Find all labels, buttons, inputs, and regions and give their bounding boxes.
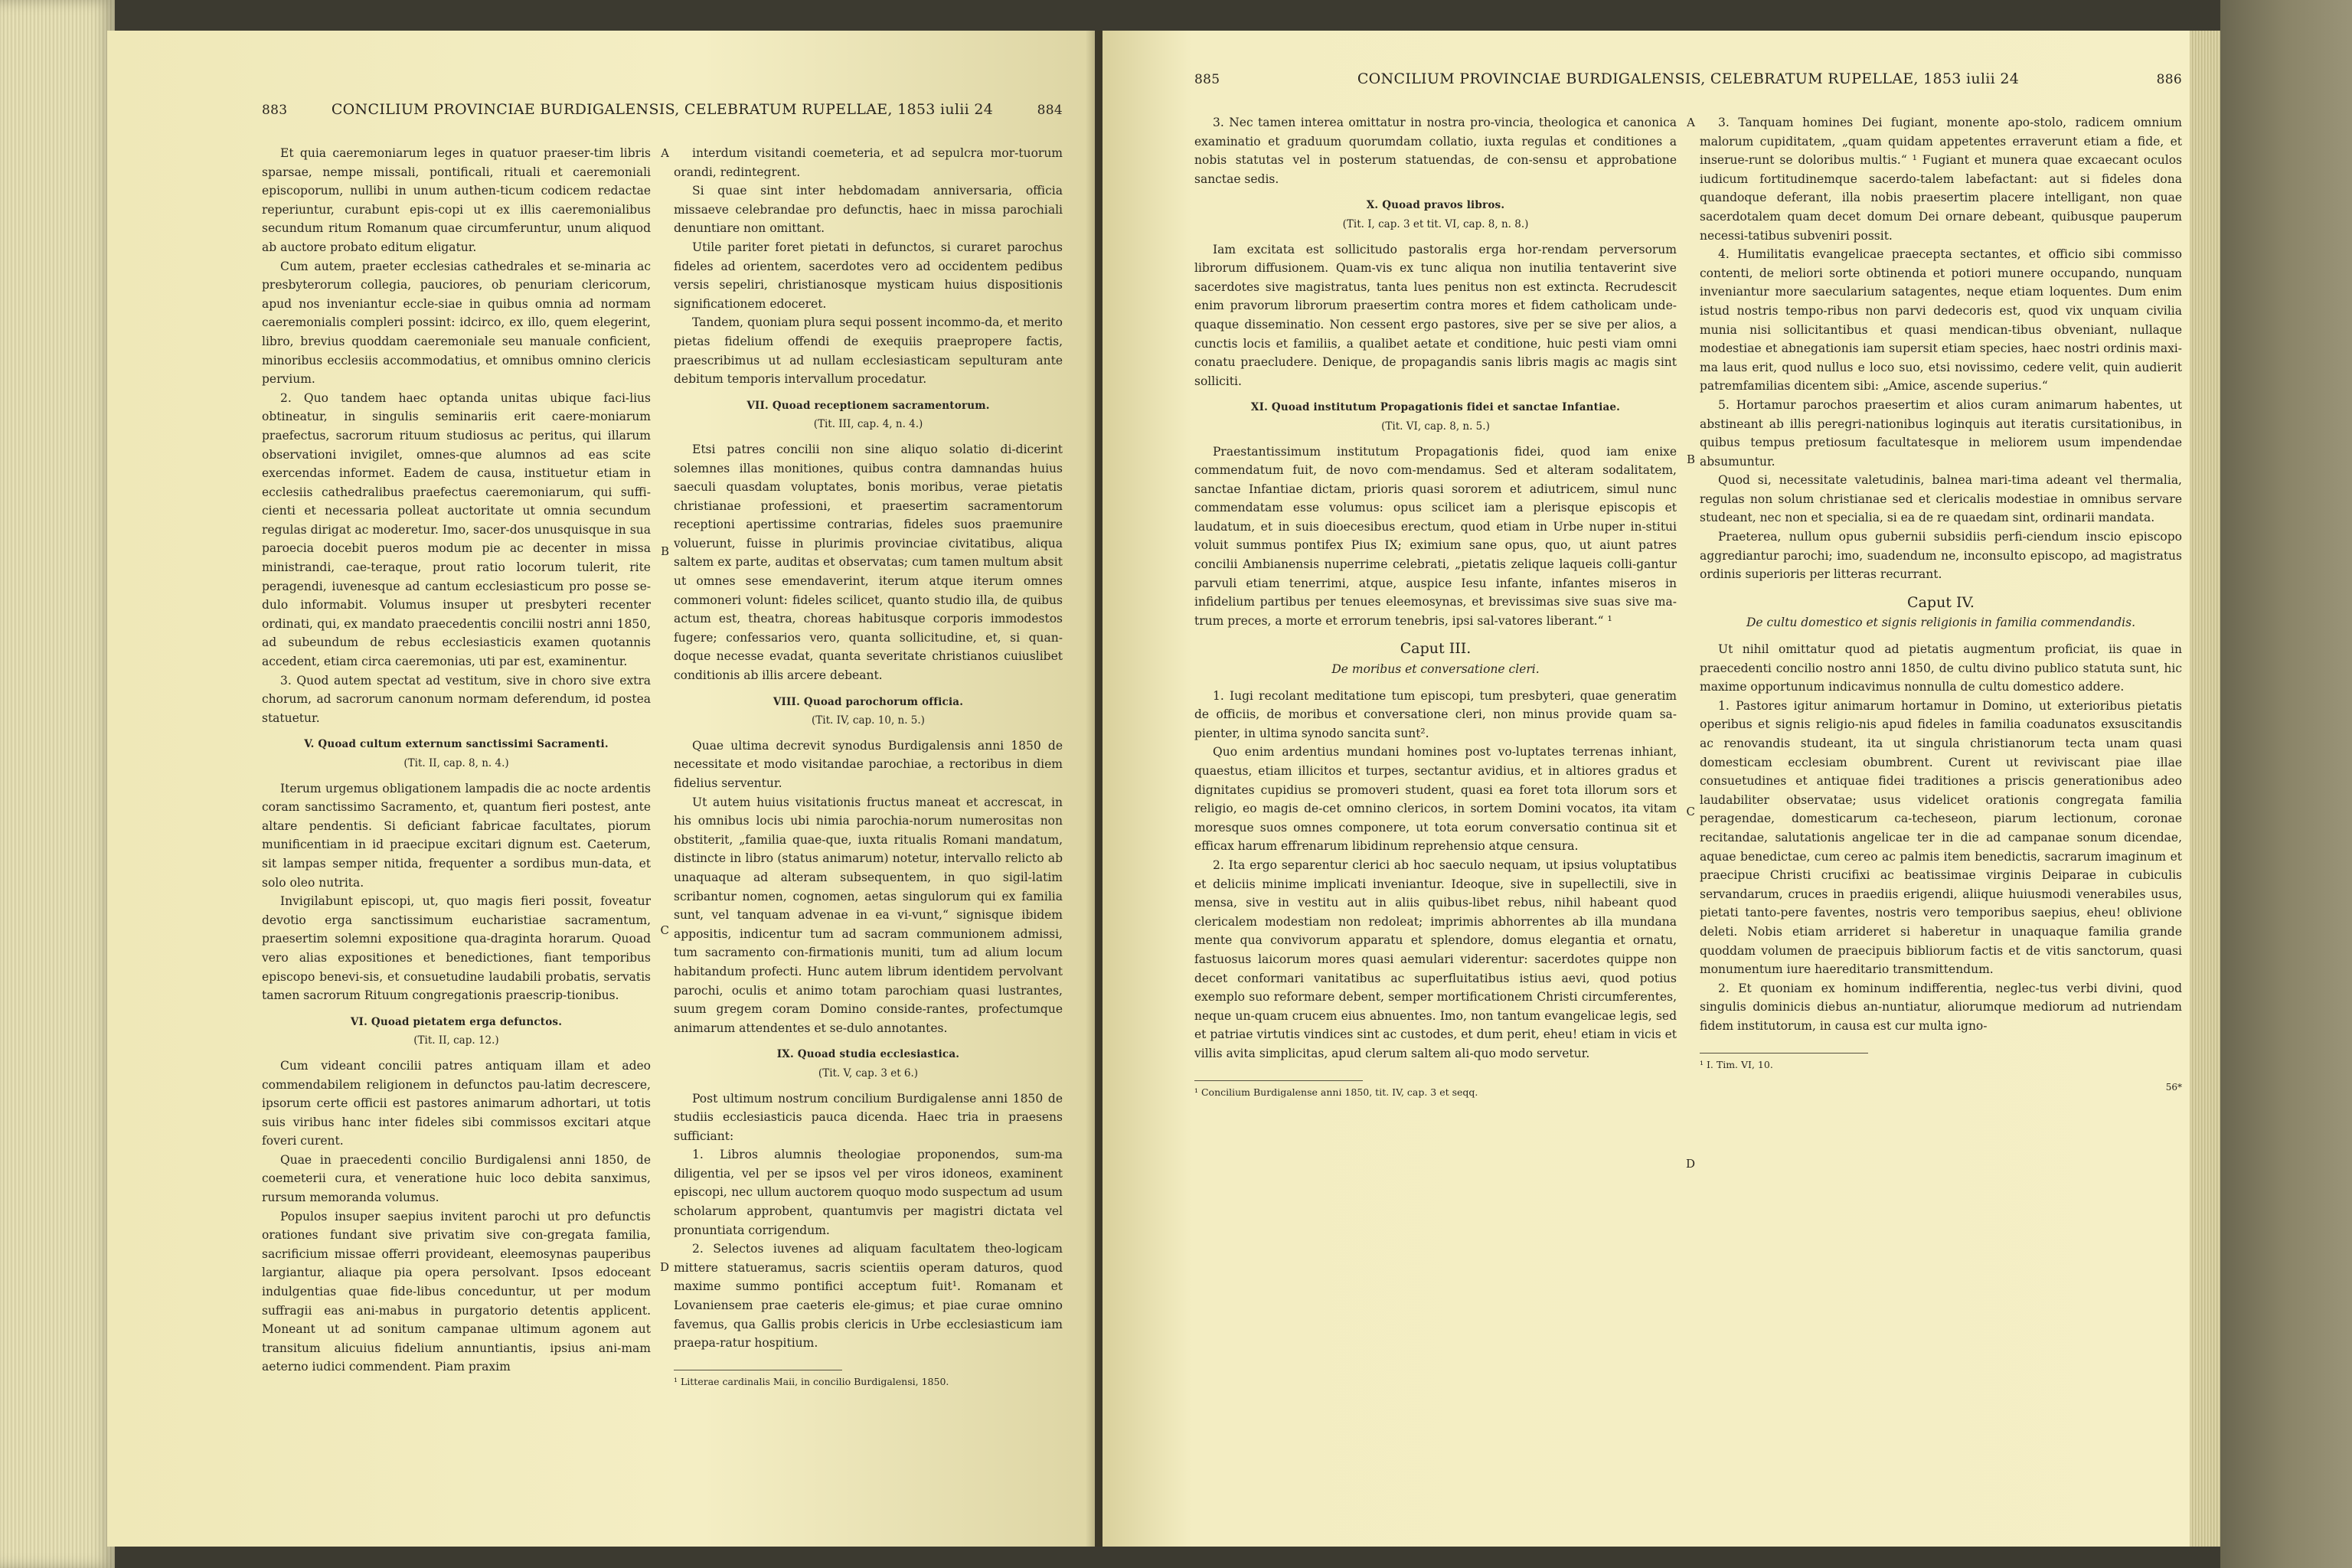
section-heading: VII. Quoad receptionem sacramentorum. xyxy=(746,399,990,412)
paragraph: 1. Pastores igitur animarum hortamur in Domino, ut exterioribus pietatis operibus et signis religio-nis apud fideles in familia coadunatos exsuscitandis ac renovandis studeant, ita ut singula christianorum tecta unam quasi domesticam ecclesiam obumbrent. Curent ut reviviscant piae illae consuetudines et antiquae fidei traditiones a priscis generationibus adeo laudabiliter observatae; usus videlicet orationis congregata familia peragendae, domesticarum ca-techeseon, piarum lectionum, coronae recitandae, salutationis angelicae ter in die ad campanae sonum dicendae, aquae benedictae, cum cereo ac palmis item benedictis, sacrarum imaginum et praecipue Christi crucifixi ac beatissimae virginis Deiparae in cubiculis servandarum, cruces in praediis erigendi, aliique huiusmodi venerabiles usus, pietati tanto-pere faventes, nostris vero temporibus saepius, eheu! oblivione deleti. Nobis etiam arrideret si haberetur in unaquaque familia grande quoddam volumen de praecipuis bibliorum factis et de vitis sanctorum, quasi monumentum iure haereditario transmittendum. xyxy=(1700,698,2182,977)
paragraph: Ut autem huius visitationis fructus maneat et accrescat, in his omnibus locis ubi nimia parochia-norum numerositas non obstiterit, „familia quae-que, iuxta ritualis Romani mandatum, distincte in libro (status animarum) notetur, intervallo relicto ab unaquaque ad alteram subsequentem, in quo sigil-latim scribantur nomen, cognomen, aetas singulorum qui ex familia sunt, vel tanquam advenae in ea vi-vunt,“ signisque ibidem appositis, indicentur tum ad sacram communionem admissi, tum sacramento con-firmationis muniti, tum ad alium locum habitandum profecti. Hunc autem librum identidem pervolvant parochi, oculis et animo totam parochiam quasi lustrantes, suum gregem coram Domino conside-rantes, profectumque animarum attendentes et se-dulo annotantes. xyxy=(674,795,1063,1035)
section-reference: (Tit. V, cap. 3 et 6.) xyxy=(818,1067,919,1080)
chapter-subtitle: De cultu domestico et signis religionis in familia commendandis. xyxy=(1746,616,2136,630)
paragraph: 3. Nec tamen interea omittatur in nostra pro-vincia, theologica et canonica examinatio et graduum quorumdam collatio, iuxta regulas et conditiones a nobis statutas vel in posterum statuendas, de con-sensu et approbatione sanctae sedis. xyxy=(1194,116,1677,186)
paragraph: 1. Libros alumnis theologiae proponendos, sum-ma diligentia, vel per se ipsos vel per viros idoneos, examinent episcopi, nec ullum auctorem quoquo modo suspectum ad usum scholarum approbent, quantumvis per magistri dictata vel pronuntiata corrigendum. xyxy=(674,1148,1063,1237)
paragraph: Iam excitata est sollicitudo pastoralis erga hor-rendam perversorum librorum diffusionem. Quam-vis ex tunc aliqua non inutilia tentaverint sive sacerdotes sive magistratus, tanta lues penitus non est extincta. Recrudescit enim pravorum librorum praesertim contra mores et fidem catholicam unde-quaque disseminatio. Non cessent ergo pastores, sive per se sive per alios, a cunctis locis et familiis, a qualibet aetate et conditione, huic pesti viam omni conatu praecludere. Denique, de propagandis sanis libris magis ac magis sint solliciti. xyxy=(1194,242,1677,388)
footnote: ¹ Concilium Burdigalense anni 1850, tit. IV, cap. 3 et seqq. xyxy=(1194,1086,1478,1098)
chapter-heading: Caput III. xyxy=(1400,640,1472,658)
left-page-column-2 xyxy=(674,144,1063,1389)
running-title: CONCILIUM PROVINCIAE BURDIGALENSIS, CELEBRATUM RUPELLAE, 1853 iulii 24 xyxy=(331,101,994,118)
paragraph: Tandem, quoniam plura sequi possent incommo-da, et merito pietas fidelium offendi de exequiis praepropere factis, praescribimus ut ad nullam ecclesiasticam sepulturam ante debitum temporis intervallum procedatur. xyxy=(674,315,1063,387)
paragraph: 2. Ita ergo separentur clerici ab hoc saeculo nequam, ut ipsius voluptatibus et deliciis minime implicati inveniantur. Ideoque, sive in supellectili, sive in mensa, sive in vestitu aut in aliis quibus-libet rebus, nihil habeant quod clericalem modestiam non redoleat; imprimis abhorrentes ab illa mundana mente qua convivorum apparatu et splendore, domus elegantia et ornatu, fastuosus laicorum mores quasi aemulari viderentur: sacerdotes quippe non decet conformari vanitatibus ac superfluitatibus istius aevi, quod potius exemplo suo reformare debent, semper mortificationem Christi circumferentes, neque un-quam crucem eius abnuentes. Imo, non tantum evangelicae legis, sed et patriae virtutis vindices sint ac custodes, et dum perit, eheu! etiam in vicis et villis avita simplicitas, apud clerum saltem ali-quo modo servetur. xyxy=(1194,858,1677,1060)
paragraph: Iterum urgemus obligationem lampadis die ac nocte ardentis coram sanctissimo Sacramento, et, quantum fieri postest, ante altare pendentis. Si deficiant fabricae facultates, piorum munificentiam in id praecipue excitari dignum est. Caeterum, sit lampas semper nitida, frequenter a sordibus mun-data, et solo oleo nutrita. xyxy=(262,781,651,890)
section-reference: (Tit. II, cap. 8, n. 4.) xyxy=(403,757,509,769)
paragraph: 2. Selectos iuvenes ad aliquam facultatem theo-logicam mittere statueramus, sacris scientiis operam daturos, quod maxime summo pontifici acceptum fuit¹. Romanam et Lovaniensem prae caeteris ele-gimus; et piae curae omnino favemus, qua Gallis probis clericis in Urbe ecclesiasticum iam praepa-ratur hospitium. xyxy=(674,1242,1063,1351)
left-page xyxy=(107,31,1095,1547)
running-head-right xyxy=(1194,70,2182,87)
page-number: 886 xyxy=(2156,72,2182,87)
chapter-subtitle: De moribus et conversatione cleri. xyxy=(1331,662,1540,677)
running-head-left xyxy=(262,101,1063,118)
footnote-rule xyxy=(1700,1053,1868,1054)
paragraph: Invigilabunt episcopi, ut, quo magis fieri possit, foveatur devotio erga sanctissimum eucharistiae sacramentum, praesertim solemni expositione qua-draginta horarum. Quoad vero alias expositiones et benedictiones, fiant temporibus episcopo benevi-sis, et consuetudine laudabili probatis, servatis tamen sacrorum Rituum congregationis praescrip-tionibus. xyxy=(262,894,651,1003)
margin-letter: A xyxy=(661,146,669,160)
margin-letter: B xyxy=(1686,452,1695,466)
paragraph: Quod si, necessitate valetudinis, balnea mari-tima adeant vel thermalia, regulas non solum christianae sed et clericalis modestiae in omnibus servare studeant, nec non et specialia, si ea de re quaedam sint, ordinarii mandata. xyxy=(1700,473,2182,525)
section-heading: V. Quoad cultum externum sanctissimi Sacramenti. xyxy=(304,738,609,751)
page-number: 885 xyxy=(1194,72,1220,87)
margin-letter: B xyxy=(660,544,669,558)
paragraph: Populos insuper saepius invitent parochi ut pro defunctis orationes fundant sive privatim sive con-gregata familia, sacrificium missae offerri provideant, eleemosynas pauperibus largiantur, aliaque pia opera persolvant. Ipsos edoceant indulgentias quae fide-libus conceduntur, ut per modum suffragii eas ani-mabus in purgatorio detentis applicent. Moneant ut ad sonitum campanae ultimum agonem aut transitum alicuius fidelium annuntiantis, ipsius ani-mam aeterno iudici commendent. Piam praxim xyxy=(262,1209,651,1374)
paragraph: 3. Tanquam homines Dei fugiant, monente apo-stolo, radicem omnium malorum cupiditatem, „quam quidam appetentes erraverunt etiam a fide, et inserue-runt se doloribus multis.“ ¹ Fugiant et munera quae excaecant oculos iudicum fortitudinemque sacerdo-talem labefactant: aut si fideles dona quandoque deferant, illa nobis praesertim placere intelligant, non quae sacerdotalem quam decet domum Dei ornare debeant, quibusque pauperum necessi-tatibus subveniri possit. xyxy=(1700,116,2182,243)
page-number: 884 xyxy=(1037,103,1063,118)
paragraph: Praeterea, nullum opus gubernii subsidiis perfi-ciendum inscio episcopo aggrediantur parochi; imo, suadendum ne, inconsulto episcopo, ad magistratus ordinis superioris per litteras recurrant. xyxy=(1700,530,2182,582)
section-heading: VIII. Quoad parochorum officia. xyxy=(773,695,964,708)
paragraph: 4. Humilitatis evangelicae praecepta sectantes, et officio sibi commisso contenti, de meliori sorte obtinenda et potiori munere occupando, nunquam inveniantur more saecularium satagentes, neque etiam loquentes. Dum enim istud nostris tempo-ribus non parvi dedecoris est, quod vix unquam civilia munia nisi sollicitantibus et quasi mendican-tibus obveniant, nullaque modestiae et abnegationis iam supersit etiam species, haec nostri ordinis maxi-ma laus erit, quod nullus e loco suo, etsi novissimo, cedere velit, quin audierit patremfamilias dicentem sibi: „Amice, ascende superius.“ xyxy=(1700,247,2182,394)
paragraph: Quae in praecedenti concilio Burdigalensi anni 1850, de coemeterii cura, et veneratione huic loco debita sanximus, rursum memoranda volumus. xyxy=(262,1152,651,1205)
paragraph: Cum autem, praeter ecclesias cathedrales et se-minaria ac presbyterorum collegia, pauciores, ob penuriam clericorum, apud nos inveniantur eccle-siae in quibus omnia ad normam caeremonialis compleri possint: idcirco, ex illo, quem elegerint, libro, brevius quoddam caeremoniale seu manuale conficient, minoribus ecclesiis accommodatius, et omnibus omnino clericis pervium. xyxy=(262,259,651,387)
margin-letter: C xyxy=(1686,805,1695,818)
section-reference: (Tit. II, cap. 12.) xyxy=(413,1034,499,1047)
paragraph: Si quae sint inter hebdomadam anniversaria, officia missaeve celebrandae pro defunctis, haec in missa parochiali denuntiare non omittant. xyxy=(674,184,1063,236)
paragraph: Quo enim ardentius mundani homines post vo-luptates terrenas inhiant, quaestus, etiam illicitos et turpes, sectantur avidius, et in altiores gradus et dignitates cupidius se promoveri student, quasi ea foret tota illorum sors et religio, eo magis de-cet omnino clericos, in sortem Domini vocatos, ita vitam moresque suos omnes componere, ut tota eorum conversatio continua sit et efficax harum effrenarum libidinum reprehensio atque censura. xyxy=(1194,745,1677,854)
paragraph: interdum visitandi coemeteria, et ad sepulcra mor-tuorum orandi, redintegrent. xyxy=(674,146,1063,179)
section-heading: X. Quoad pravos libros. xyxy=(1366,199,1505,212)
section-heading: VI. Quoad pietatem erga defunctos. xyxy=(350,1015,563,1028)
page-number: 883 xyxy=(262,103,288,118)
section-reference: (Tit. III, cap. 4, n. 4.) xyxy=(813,418,923,431)
paragraph: 3. Quod autem spectat ad vestitum, sive in choro sive extra chorum, ad sacrorum canonum normam deferendum, id postea statuetur. xyxy=(262,673,651,725)
printer-signature: 56* xyxy=(2165,1081,2182,1093)
chapter-heading: Caput IV. xyxy=(1907,593,1975,611)
section-heading: XI. Quoad institutum Propagationis fidei et sanctae Infantiae. xyxy=(1250,401,1621,414)
section-reference: (Tit. IV, cap. 10, n. 5.) xyxy=(812,714,925,727)
running-title: CONCILIUM PROVINCIAE BURDIGALENSIS, CELEBRATUM RUPELLAE, 1853 iulii 24 xyxy=(1357,70,2020,87)
paragraph: Quae ultima decrevit synodus Burdigalensis anni 1850 de necessitate et modo visitandae parochiae, a rectoribus in diem fidelius serventur. xyxy=(674,738,1063,790)
book-edge-left xyxy=(0,0,115,1568)
margin-letter: C xyxy=(660,923,669,937)
paragraph: Praestantissimum institutum Propagationis fidei, quod iam enixe commendatum fuit, de novo com-mendamus. Sed et alteram sodalitatem, sanctae Infantiae dictam, prioris quasi sororem et adiutricem, simul nunc commendatam esse volumus: opus scilicet iam a plerisque episcopis et laudatum, et in suis dioecesibus erectum, quod etiam in Urbe nuper in-stitui voluit summus pontifex Pius IX; eximium sane opus, quo, ut aiunt patres concilii Ambianensis nuperrime celebrati, „pietatis zelique laqueis colli-gantur parvuli etiam tenerrimi, atque, auspice Iesu infante, infantes miseros in infidelium partibus per tenues eleemosynas, et brevissimas sive suas sive ma-trum preces, a morte et errorum tenebris, ipsi sal-vatores liberant.“ ¹ xyxy=(1194,444,1677,628)
paragraph: 2. Et quoniam ex hominum indifferentia, neglec-tus verbi divini, quod singulis dominicis diebus an-nuntiatur, aliorumque mediorum ad nutriendam fidem institutorum, in causa est cur multa igno- xyxy=(1700,981,2182,1033)
section-reference: (Tit. VI, cap. 8, n. 5.) xyxy=(1381,420,1490,433)
footnote-rule xyxy=(1194,1080,1363,1081)
paragraph: Cum videant concilii patres antiquam illam et adeo commendabilem religionem in defunctos pau-latim decrescere, ipsorum certe officii est pastores animarum adhortari, ut totis suis viribus hanc inter fideles sibi commissos excitari atque foveri curent. xyxy=(262,1058,651,1148)
section-reference: (Tit. I, cap. 3 et tit. VI, cap. 8, n. 8.) xyxy=(1342,217,1529,230)
margin-letter: D xyxy=(1685,1157,1695,1171)
paragraph: Post ultimum nostrum concilium Burdigalense anni 1850 de studiis ecclesiasticis pauca dicenda. Haec tria in praesens sufficiant: xyxy=(674,1091,1063,1143)
book-edge-right xyxy=(2190,31,2220,1547)
right-page-column-1 xyxy=(1194,113,1695,1171)
paragraph: Et quia caeremoniarum leges in quatuor praeser-tim libris sparsae, nempe missali, pontificali, rituali et caeremoniali episcoporum, nullibi in unum authen-ticum codicem redactae reperiuntur, curabunt epis-copi ut ex illis caeremonialibus secundum ritum Romanum quae circumferuntur, unum aliquod ab auctore probato editum eligatur. xyxy=(262,146,651,254)
paragraph: 1. Iugi recolant meditatione tum episcopi, tum presbyteri, quae generatim de officiis, de moribus et conversatione cleri, non minus provide quam sa-pienter, in ultima synodo sancita sunt². xyxy=(1194,688,1677,740)
paragraph: Utile pariter foret pietati in defunctos, si curaret parochus fideles ad orientem, sacerdotes vero ad occidentem pedibus versis sepeliri, christianosque mysticam huius dispositionis significationem edoceret. xyxy=(674,240,1063,311)
paragraph: 2. Quo tandem haec optanda unitas ubique faci-lius obtineatur, in singulis seminariis erit caere-moniarum praefectus, sacrorum rituum studiosus ac peritus, qui illarum observationi invigilet, omnes-que alumnos ad eas scite exercendas informet. Eadem de causa, instituetur etiam in ecclesiis cathedralibus praefectus caeremoniarum, qui suffi-cienti et necessaria polleat auctoritate ut omnia secundum regulas dirigat ac moderetur. Imo, sacer-dos unusquisque in sua paroecia docebit pueros modum pie ac decenter in missa ministrandi, cae-teraque, prout ratio locorum tulerit, rite peragendi, iuvenesque ad cantum ecclesiasticum pro posse se-dulo informabit. Volumus insuper ut presbyteri recenter ordinati, qui, ex mandato praecedentis concilii nostri anni 1850, ad subeundum de rebus ecclesiasticis examen quotannis accedent, etiam circa caeremonias, uti par est, examinentur. xyxy=(262,390,651,669)
desk-background xyxy=(2220,0,2352,1568)
paragraph: Etsi patres concilii non sine aliquo solatio di-dicerint solemnes illas monitiones, quibus contra damnandas huius saeculi quasdam voluptates, bonis moribus, verae pietatis christianae professioni, et praesertim sacramentorum receptioni apertissime contrarias, fideles suos praemunire voluerunt, fuisse in plurimis provinciae civitatibus, aliqua saltem ex parte, auditas et observatas; cum tamen multum absit ut omnes sese emendaverint, iterum atque iterum omnes commoneri volunt: fideles scilicet, quanto studio illa, de quibus actum est, theatra, choreas habitusque corporis immodestos fugere; confessarios vero, quanta sollicitudine, et, si quan-doque necesse evadat, quanta severitate christianos cuiuslibet conditionis ab illis arcere debeant. xyxy=(674,442,1063,683)
right-page xyxy=(1102,31,2213,1547)
margin-letter: A xyxy=(1687,116,1695,129)
left-page-column-1 xyxy=(262,144,669,1389)
paragraph: Ut nihil omittatur quod ad pietatis augmentum proficiat, iis quae in praecedenti concilio nostro anni 1850, de cultu divino publico statuta sunt, hic maxime opportunum indicavimus nonnulla de cultu domestico addere. xyxy=(1700,642,2182,694)
right-page-column-2 xyxy=(1700,113,2182,1099)
section-heading: IX. Quoad studia ecclesiastica. xyxy=(776,1048,960,1061)
paragraph: 5. Hortamur parochos praesertim et alios curam animarum habentes, ut abstineant ab illis peregri-nationibus loginquis aut iteratis cursitationibus, in quibus tempus pretiosum facultatesque in meliorem usum impendendae absumuntur. xyxy=(1700,397,2182,469)
footnote: ¹ Litterae cardinalis Maii, in concilio Burdigalensi, 1850. xyxy=(674,1375,949,1387)
footnote: ¹ I. Tim. VI, 10. xyxy=(1700,1058,1773,1070)
margin-letter: D xyxy=(659,1260,669,1274)
